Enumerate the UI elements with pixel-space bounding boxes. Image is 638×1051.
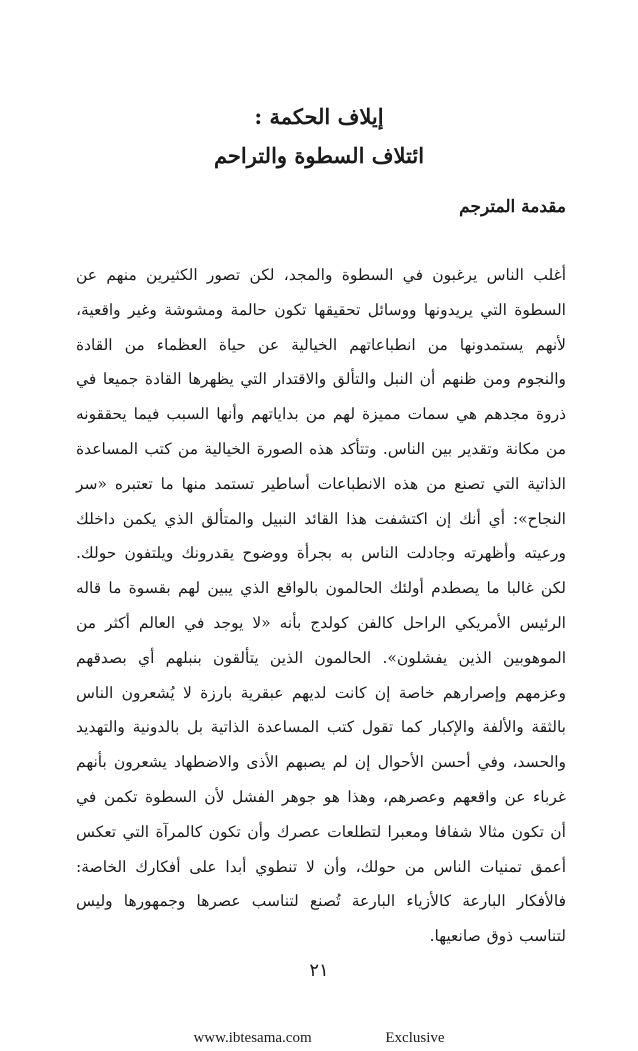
page-number: ٢١ <box>309 960 329 981</box>
body-paragraph: أغلب الناس يرغبون في السطوة والمجد، لكن تصور الكثيرين منهم عن السطوة التي يريدونها ووسائل تحقيقها تكون حالمة ومشوشة وغير واقعية، لأنهم يستمدونها من انطباعاتهم الخيالية عن حياة العظماء من القادة والنجوم ومن ظنهم أن النبل والتألق والاقتدار التي يظهرها القادة جميعا في ذروة مجدهم هي سمات مميزة لهم من بداياتهم وأنها السبب فيما يحققونه من مكانة وتقدير بين الناس. وتتأكد هذه الصورة الخيالية من كتب المساعدة الذاتية التي تصنع من هذه الانطباعات أساطير تستمد منها ما تعتبره «سر النجاح»: أي أنك إن اكتشفت هذا القائد النبيل والمتألق الذي يكمن داخلك ورعيته وأظهرته وجادلت الناس به بجرأة ووضوح يقدرونك ويلتفون حولك. لكن غالبا ما يصطدم أولئك الحالمون بالواقع الذي يبين لهم بقسوة ما قاله الرئيس الأمريكي الراحل كالفن كولدج بأنه «لا يوجد في العالم أكثر من الموهوبين الذين يفشلون». الحالمون الذين يتألقون بنبلهم أي بصدقهم وعزمهم وإصرارهم خاصة إن كانت لديهم عبقرية بارزة لا يُشعرون الناس بالثقة والألفة والإكبار كما تقول كتب المساعدة الذاتية بل بالدونية والتهديد والحسد، وفي أحسن الأحوال إن لم يصبهم الأذى والاضطهاد يشعرون بأنهم غرباء عن واقعهم وعصرهم، وهذا هو جوهر الفشل لأن السطوة تكمن في أن تكون مثالا شفافا ومعبرا لتطلعات عصرك وأن تكون كالمرآة التي تعكس أعمق تمنيات الناس من حولك، وأن لا تنطوي أبدا على أفكارك الخاصة: فالأفكار البارعة كالأزياء البارعة تُصنع لتناسب عصرها وجمهورها وليس لتناسب ذوق صانعيها. <box>76 266 566 946</box>
footer-label: Exclusive <box>385 1030 445 1046</box>
footer-website: www.ibtesama.com <box>193 1030 312 1046</box>
section-heading: مقدمة المترجم <box>459 197 566 217</box>
chapter-title: إيلاف الحكمة : <box>254 104 384 129</box>
chapter-subtitle: ائتلاف السطوة والتراحم <box>213 143 425 168</box>
page-footer <box>0 1030 638 1047</box>
